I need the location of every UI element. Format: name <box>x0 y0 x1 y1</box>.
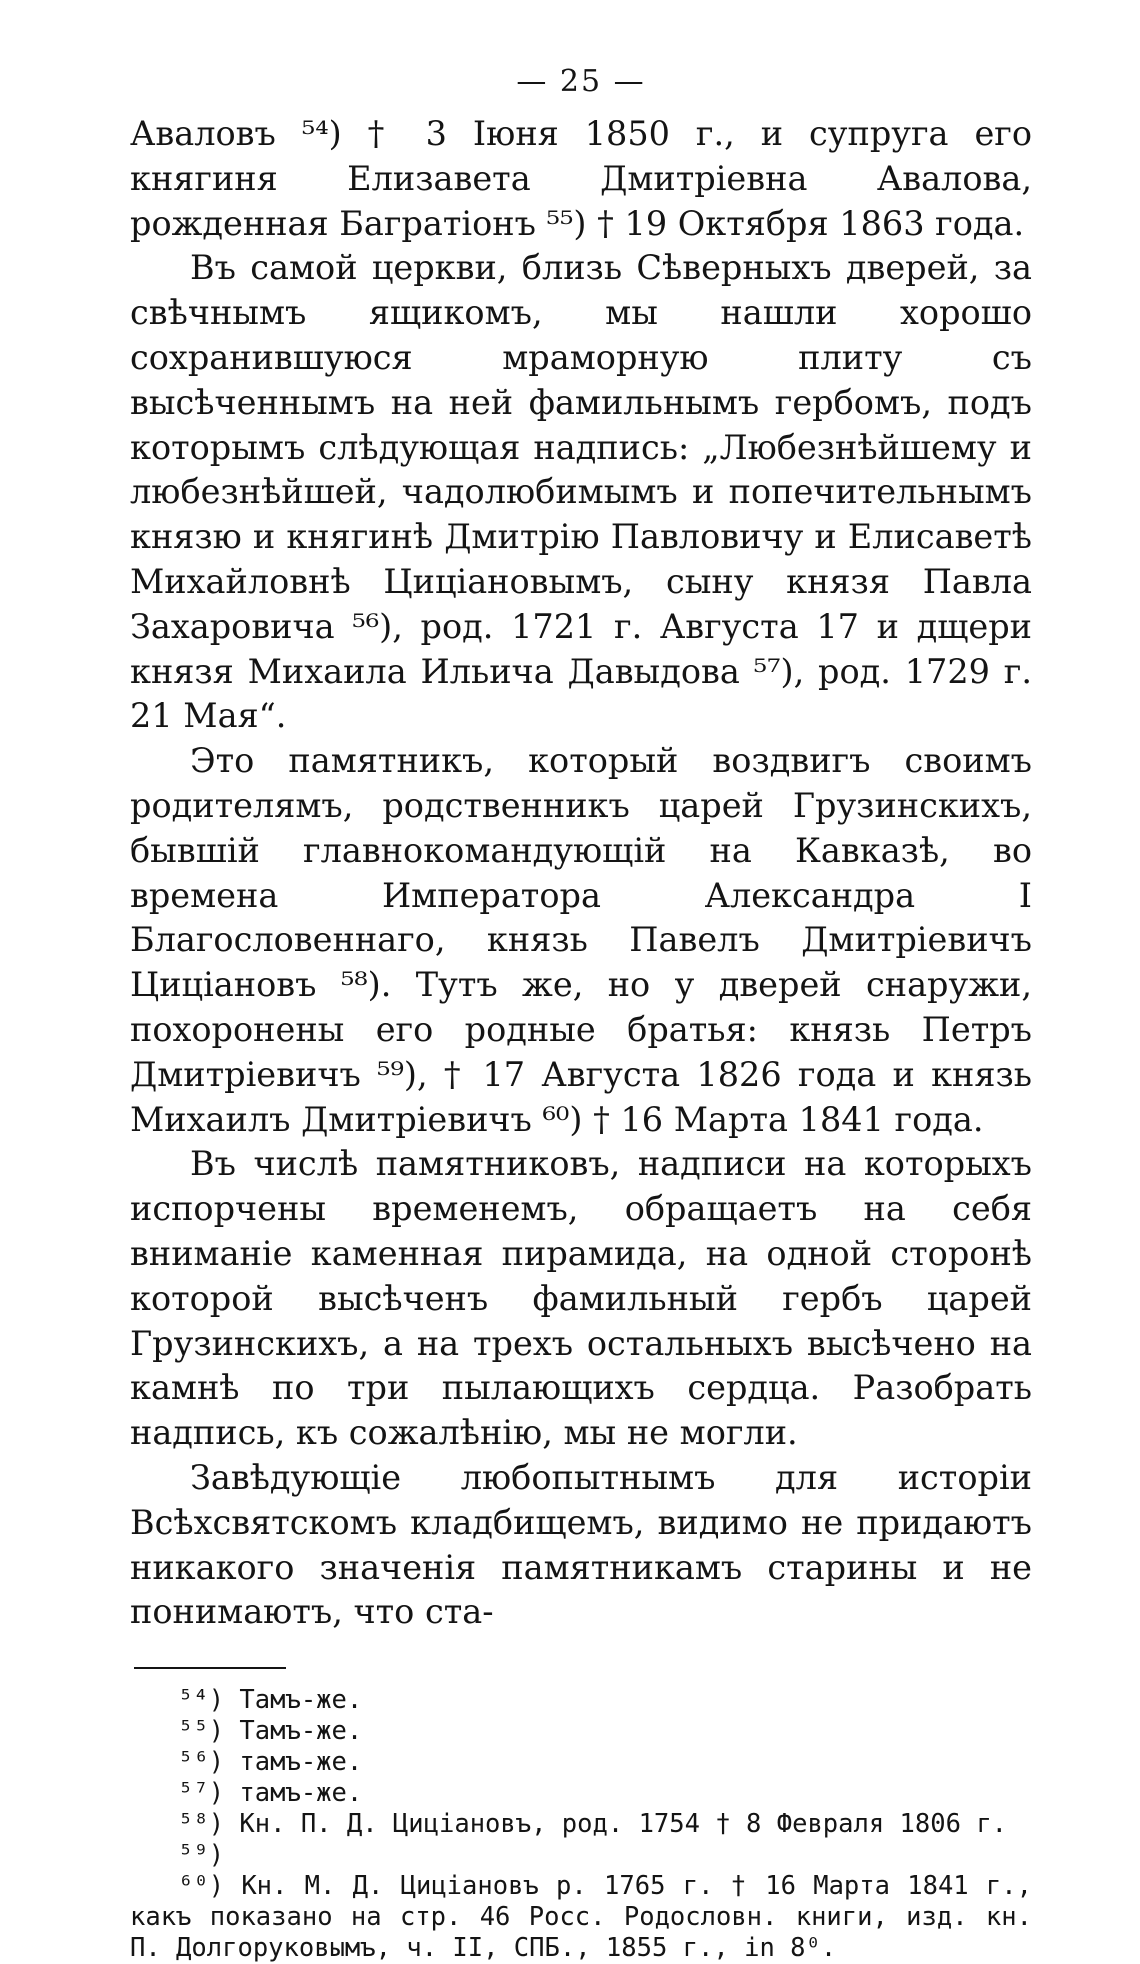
book-page <box>130 60 1032 1964</box>
paragraph-1: Аваловъ ⁵⁴) † 3 Іюня 1850 г., и супруга его княгиня Елизавета Дмитріевна Авалова, рожденная Багратіонъ ⁵⁵) † 19 Октября 1863 года. <box>130 114 1032 243</box>
footnote-56: ⁵⁶) тамъ-же. <box>178 1747 363 1778</box>
body-text <box>130 112 1032 1635</box>
footnote-57: ⁵⁷) тамъ-же. <box>178 1778 363 1809</box>
footnote-55: ⁵⁵) Тамъ-же. <box>178 1716 363 1747</box>
footnote-60: ⁶⁰) Кн. М. Д. Цицiановъ р. 1765 г. † 16 Марта 1841 г., какъ показано на стр. 46 Росс. Родословн. книги, изд. кн. П. Долгоруковымъ, ч. II, СПБ., 1855 г., in 8⁰. <box>130 1871 1032 1964</box>
footnote-58: ⁵⁸) Кн. П. Д. Цицiановъ, род. 1754 † 8 Февраля 1806 г. <box>178 1809 1008 1840</box>
paragraph-3: Это памятникъ, который воздвигъ своимъ родителямъ, родственникъ царей Грузинскихъ, бывшій главнокомандующій на Кавказѣ, во времена Императора Александра I Благословеннаго, князь Павелъ Дмитріевичъ Цицiановъ ⁵⁸). Тутъ же, но у дверей снаружи, похоронены его родные братья: князь Петръ Дмитріевичъ ⁵⁹), † 17 Августа 1826 года и князь Михаилъ Дмитріевичъ ⁶⁰) † 16 Марта 1841 года. <box>130 741 1032 1139</box>
paragraph-5: Завѣдующіе любопытнымъ для исторіи Всѣхсвятскомъ кладбищемъ, видимо не придаютъ никакого значенія памятникамъ старины и не понимаютъ, что ста- <box>130 1457 1032 1632</box>
footnotes <box>130 1685 1032 1964</box>
paragraph-2: Въ самой церкви, близь Сѣверныхъ дверей, за свѣчнымъ ящикомъ, мы нашли хорошо сохранившуюся мраморную плиту съ высѣченнымъ на ней фамильнымъ гербомъ, подъ которымъ слѣдующая надпись: „Любезнѣйшему и любезнѣйшей, чадолюбимымъ и попечительнымъ князю и княгинѣ Дмитрію Павловичу и Елисаветѣ Михайловнѣ Цицiановымъ, сыну князя Павла Захаровича ⁵⁶), род. 1721 г. Августа 17 и дщери князя Михаила Ильича Давыдова ⁵⁷), род. 1729 г. 21 Мая“. <box>130 248 1032 736</box>
footnote-divider <box>134 1667 286 1669</box>
page-number: — 25 — <box>516 64 646 99</box>
paragraph-4: Въ числѣ памятниковъ, надписи на которыхъ испорчены временемъ, обращаетъ на себя вниманіе каменная пирамида, на одной сторонѣ которой высѣченъ фамильный гербъ царей Грузинскихъ, а на трехъ остальныхъ высѣчено на камнѣ по три пылающихъ сердца. Разобрать надпись, къ сожалѣнію, мы не могли. <box>130 1144 1032 1453</box>
footnote-59: ⁵⁹) <box>178 1840 225 1871</box>
footnote-54: ⁵⁴) Тамъ-же. <box>178 1685 363 1716</box>
